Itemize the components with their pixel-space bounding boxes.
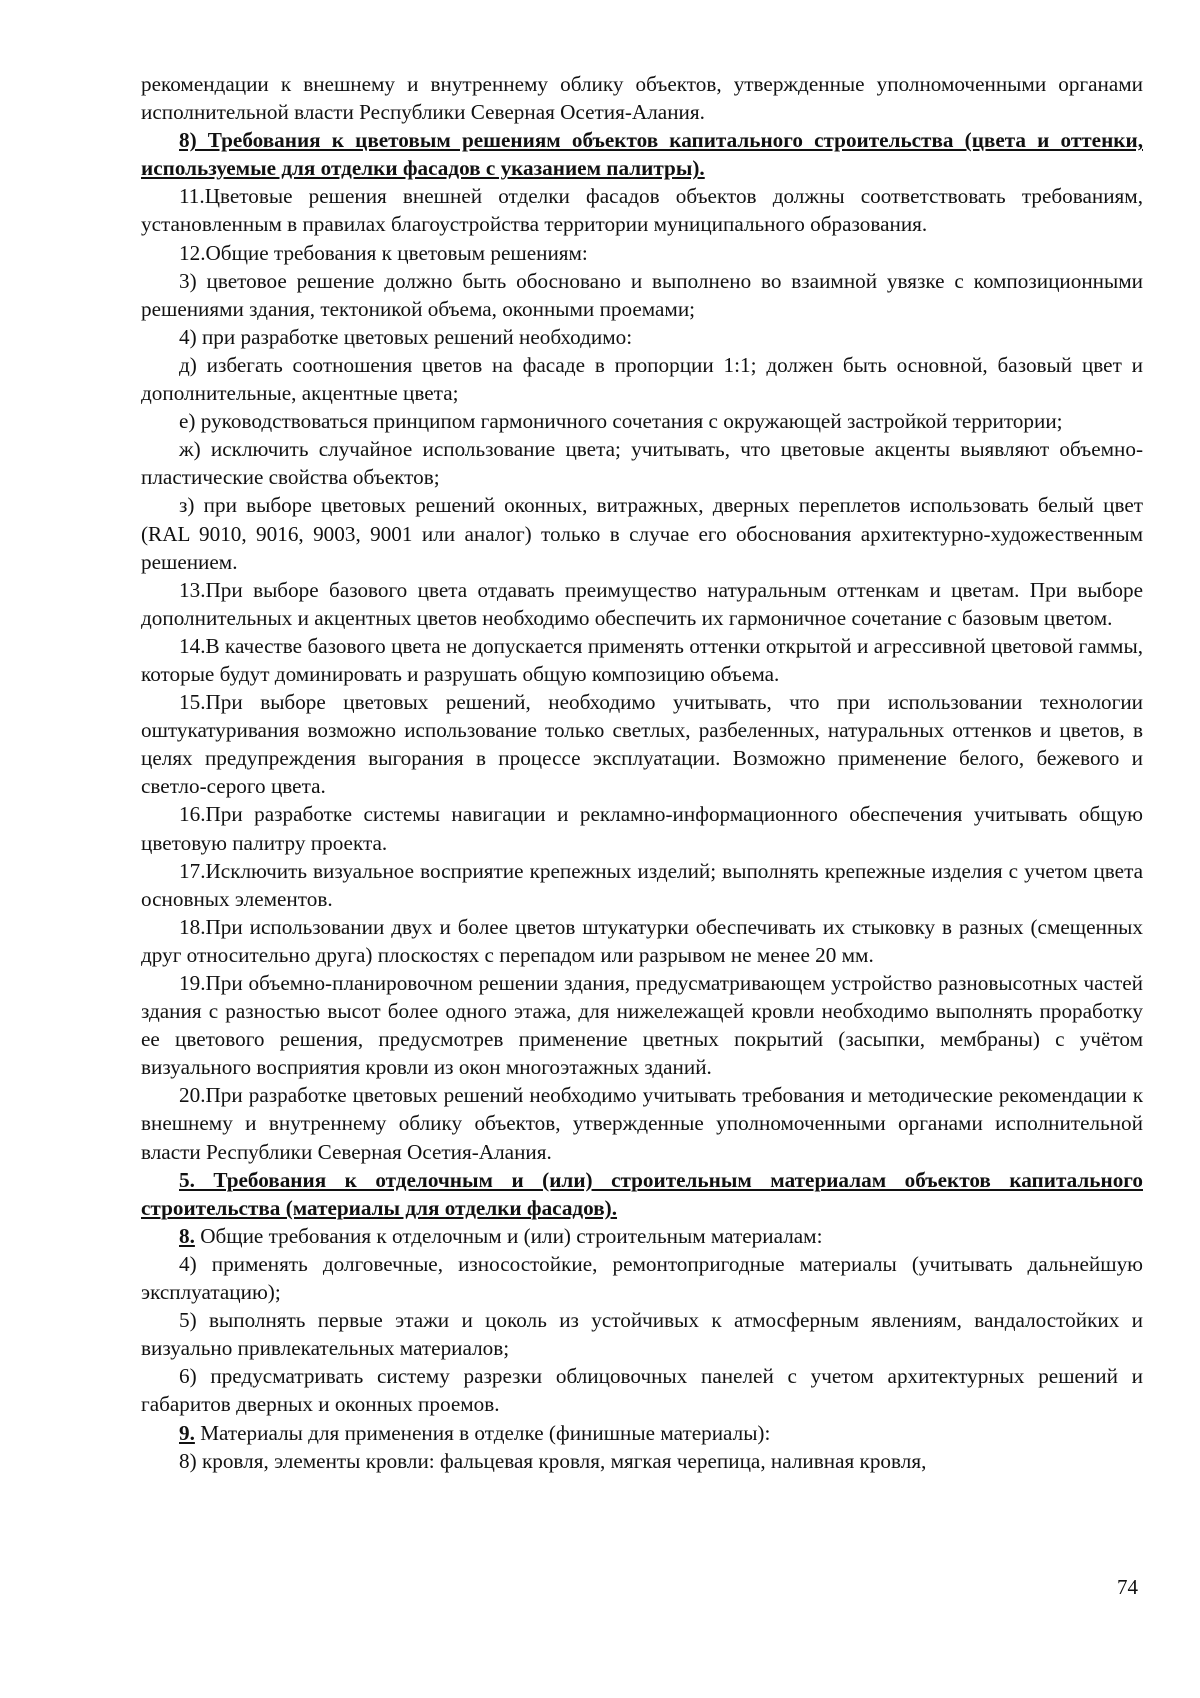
item-number-9: 9. xyxy=(179,1420,195,1445)
paragraph-finishing-subitem-8: 8) кровля, элементы кровли: фальцевая кровля, мягкая черепица, наливная кровля, xyxy=(179,1448,927,1473)
paragraph-item-20: 20.При разработке цветовых решений необходимо учитывать требования и методические рекомендации к внешнему и внутреннему облику объектов, утвержденные уполномоченными органами исполнительной власти Республики Северная Осетия-Алания. xyxy=(141,1083,1143,1164)
item-text-9: Материалы для применения в отделке (финишные материалы): xyxy=(194,1420,771,1445)
paragraph-subitem-4: 4) при разработке цветовых решений необходимо: xyxy=(179,324,633,349)
paragraph-subitem-3: 3) цветовое решение должно быть обосновано и выполнено во взаимной увязке с композиционными решениями здания, тектоникой объема, оконными проемами; xyxy=(141,268,1143,321)
section-heading-materials-requirements: 5. Требования к отделочным и (или) строительным материалам объектов капитального строительства (материалы для отделки фасадов). xyxy=(141,1167,1143,1220)
paragraph-subitem-d: д) избегать соотношения цветов на фасаде в пропорции 1:1; должен быть основной, базовый цвет и дополнительные, акцентные цвета; xyxy=(141,352,1143,406)
page-number: 74 xyxy=(1117,1575,1138,1599)
paragraph-item-15: 15.При выборе цветовых решений, необходимо учитывать, что при использовании технологии оштукатуривания возможно использование только светлых, разбеленных, натуральных оттенков и цветов, в целях предупреждения выгорания в процессе эксплуатации. Возможно применение белого, бежевого и светло-серого цвета. xyxy=(141,690,1143,799)
paragraph-item-8-materials xyxy=(141,1222,1143,1250)
paragraph-item-12: 12.Общие требования к цветовым решениям: xyxy=(179,240,588,265)
paragraph-continuation: рекомендации к внешнему и внутреннему облику объектов, утвержденные уполномоченными органами исполнительной власти Республики Северная Осетия-Алания. xyxy=(141,72,1143,125)
paragraph-item-19: 19.При объемно-планировочном решении здания, предусматривающем устройство разновысотных частей здания с разностью высот более одного этажа, для нижележащей кровли необходимо выполнять проработку ее цветового решения, предусмотрев применение цветных покрытий (засыпки, мембраны) с учётом визуального восприятия кровли из окон многоэтажных зданий. xyxy=(141,971,1143,1080)
paragraph-materials-subitem-5: 5) выполнять первые этажи и цоколь из устойчивых к атмосферным явлениям, вандалостойких и визуально привлекательных материалов; xyxy=(141,1308,1143,1361)
paragraph-materials-subitem-4: 4) применять долговечные, износостойкие, ремонтопригодные материалы (учитывать дальнейшую эксплуатацию); xyxy=(141,1251,1143,1305)
paragraph-item-13: 13.При выборе базового цвета отдавать преимущество натуральным оттенкам и цветам. При выборе дополнительных и акцентных цветов необходимо обеспечить их гармоничное сочетание с базовым цветом. xyxy=(141,577,1143,630)
paragraph-subitem-zh: ж) исключить случайное использование цвета; учитывать, что цветовые акценты выявляют объемно-пластические свойства объектов; xyxy=(141,437,1143,490)
paragraph-item-16: 16.При разработке системы навигации и рекламно-информационного обеспечения учитывать общую цветовую палитру проекта. xyxy=(141,802,1143,855)
paragraph-item-17: 17.Исключить визуальное восприятие крепежных изделий; выполнять крепежные изделия с учетом цвета основных элементов. xyxy=(141,858,1143,911)
document-page xyxy=(141,70,1143,1475)
paragraph-subitem-e: е) руководствоваться принципом гармоничного сочетания с окружающей застройкой территории; xyxy=(179,409,1063,434)
paragraph-item-11: 11.Цветовые решения внешней отделки фасадов объектов должны соответствовать требованиям, установленным в правилах благоустройства территории муниципального образования. xyxy=(141,184,1143,237)
item-text-8: Общие требования к отделочным и (или) строительным материалам: xyxy=(194,1223,823,1248)
paragraph-subitem-z: з) при выборе цветовых решений оконных, витражных, дверных переплетов использовать белый цвет (RAL 9010, 9016, 9003, 9001 или аналог) только в случае его обоснования архитектурно-художественным решением. xyxy=(141,493,1143,574)
section-heading-color-requirements: 8) Требования к цветовым решениям объектов капитального строительства (цвета и оттенки, используемые для отделки фасадов с указанием палитры). xyxy=(141,128,1143,181)
paragraph-item-14: 14.В качестве базового цвета не допускается применять оттенки открытой и агрессивной цветовой гаммы, которые будут доминировать и разрушать общую композицию объема. xyxy=(141,633,1143,686)
item-number-8: 8. xyxy=(179,1223,195,1248)
paragraph-item-9-finishing xyxy=(141,1419,1143,1447)
paragraph-item-18: 18.При использовании двух и более цветов штукатурки обеспечивать их стыковку в разных (смещенных друг относительно друга) плоскостях с перепадом или разрывом не менее 20 мм. xyxy=(141,914,1143,967)
paragraph-materials-subitem-6: 6) предусматривать систему разрезки облицовочных панелей с учетом архитектурных решений и габаритов дверных и оконных проемов. xyxy=(141,1364,1143,1417)
